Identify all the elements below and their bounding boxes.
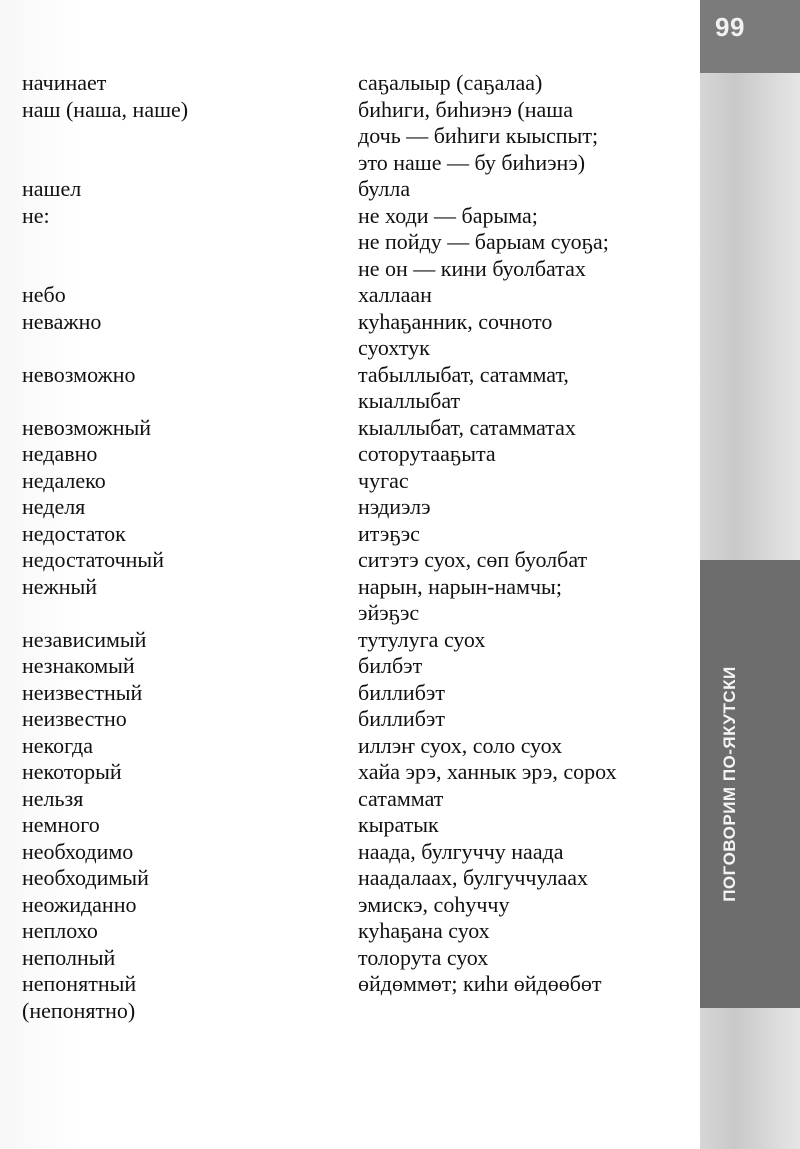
translation-line: не он — кини буолбатах <box>358 255 586 281</box>
entry-term: нельзя <box>22 785 84 811</box>
entry <box>0 786 680 813</box>
entry-translation <box>358 70 670 97</box>
translation-line: нэдиэлэ <box>358 494 431 519</box>
entry <box>0 415 680 442</box>
entry-term: невозможный <box>22 414 152 440</box>
translation-line: куhаҕана суох <box>358 918 490 943</box>
entry <box>0 706 680 733</box>
translation-line: кыаллыбат, сатамматах <box>358 414 576 440</box>
entry-translation <box>358 494 670 521</box>
entry-translation <box>358 574 670 627</box>
translation-line: эмискэ, соhуччу <box>358 891 510 917</box>
translation-line: табыллыбат, сатаммат, <box>358 361 569 387</box>
translation-line: нарын, нарын-намчы; <box>358 573 562 599</box>
entry-term: некогда <box>22 732 93 758</box>
entry <box>0 733 680 760</box>
entry-translation <box>358 653 670 680</box>
translation-line: суохтук <box>358 335 430 360</box>
entry-translation <box>358 812 670 839</box>
entry-translation <box>358 521 670 548</box>
translation-line: дочь — биhиги кыыспыт; <box>358 123 599 148</box>
entry <box>0 812 680 839</box>
translation-line: итэҕэс <box>358 520 420 546</box>
entry-translation <box>358 441 670 468</box>
entry <box>0 998 680 1025</box>
entry-translation <box>358 203 670 283</box>
entry-term: независимый <box>22 626 147 652</box>
translation-line: это наше — бу биhиэнэ) <box>358 149 586 175</box>
entry-translation <box>358 945 670 972</box>
entry <box>0 574 680 627</box>
entry-translation <box>358 839 670 866</box>
translation-line: не пойду — барыам суоҕа; <box>358 229 609 254</box>
translation-line: билбэт <box>358 653 423 678</box>
entry-translation <box>358 176 670 203</box>
translation-line: кыаллыбат <box>358 388 461 413</box>
translation-line: ситэтэ суох, сөп буолбат <box>358 547 588 572</box>
translation-line: иллэҥ суох, соло суох <box>358 732 563 758</box>
entry <box>0 203 680 283</box>
entry-translation <box>358 706 670 733</box>
entry-term: нежный <box>22 573 98 599</box>
entry <box>0 521 680 548</box>
entry-translation <box>358 468 670 495</box>
entry <box>0 680 680 707</box>
section-title: ПОГОВОРИМ ПО-ЯКУТСКИ <box>720 666 739 902</box>
entry-term: невозможно <box>22 361 136 387</box>
translation-line: не ходи — барыма; <box>358 202 538 228</box>
translation-line: соторутааҕыта <box>358 441 496 466</box>
entry-translation <box>358 759 670 786</box>
entry <box>0 627 680 654</box>
entry <box>0 759 680 786</box>
entry-term: небо <box>22 282 66 307</box>
entry <box>0 441 680 468</box>
entry <box>0 653 680 680</box>
translation-line: наадалаах, булгуччулаах <box>358 865 589 890</box>
translation-line: тутулуга суох <box>358 626 486 652</box>
translation-line: биhиги, биhиэнэ (наша <box>358 96 574 122</box>
entry-translation <box>358 97 670 177</box>
entry-term: незнакомый <box>22 653 135 678</box>
entry <box>0 362 680 415</box>
translation-line: наада, булгуччу наада <box>358 838 564 864</box>
entry-term: необходимо <box>22 838 134 864</box>
entry <box>0 309 680 362</box>
entry-translation <box>358 680 670 707</box>
entry <box>0 547 680 574</box>
entry-term: неплохо <box>22 918 98 943</box>
dictionary-entries <box>0 70 680 1024</box>
entry-translation <box>358 282 670 309</box>
translation-line: толорута суох <box>358 944 489 970</box>
entry-term: необходимый <box>22 865 149 890</box>
entry-translation <box>358 309 670 362</box>
entry <box>0 468 680 495</box>
entry <box>0 494 680 521</box>
translation-line: сатаммат <box>358 785 444 811</box>
entry-translation <box>358 971 670 998</box>
entry-term: некоторый <box>22 759 122 784</box>
translation-line: хайа эрэ, ханнык эрэ, сорох <box>358 759 617 784</box>
translation-line: биллибэт <box>358 679 445 705</box>
entry-translation <box>358 918 670 945</box>
translation-line: кыратык <box>358 812 439 837</box>
entry-term: недостаток <box>22 520 126 546</box>
entry-term: немного <box>22 812 100 837</box>
entry-term: неважно <box>22 308 102 334</box>
entry-term: наш (наша, наше) <box>22 96 189 122</box>
entry-term: неожиданно <box>22 891 137 917</box>
entry <box>0 282 680 309</box>
translation-line: халлаан <box>358 282 432 307</box>
entry-term: (непонятно) <box>22 997 136 1023</box>
entry-translation <box>358 627 670 654</box>
entry <box>0 97 680 177</box>
translation-line: куhаҕанник, сочното <box>358 308 553 334</box>
entry <box>0 839 680 866</box>
entry-translation <box>358 362 670 415</box>
entry-term: начинает <box>22 70 107 95</box>
entry-term: недалеко <box>22 467 106 493</box>
entry <box>0 945 680 972</box>
entry-term: неизвестно <box>22 706 127 731</box>
entry-term: непонятный <box>22 971 137 996</box>
translation-line: чугас <box>358 467 409 493</box>
translation-line: биллибэт <box>358 706 445 731</box>
entry-translation <box>358 786 670 813</box>
entry-term: недостаточный <box>22 547 164 572</box>
entry-translation <box>358 892 670 919</box>
section-title-container <box>700 560 760 1008</box>
entry-term: недавно <box>22 441 98 466</box>
entry <box>0 865 680 892</box>
entry-term: нашел <box>22 176 82 201</box>
entry-translation <box>358 547 670 574</box>
entry <box>0 918 680 945</box>
entry <box>0 892 680 919</box>
translation-line: эйэҕэс <box>358 600 420 625</box>
entry-term: неделя <box>22 494 86 519</box>
entry-translation <box>358 733 670 760</box>
entry-term: неизвестный <box>22 679 143 705</box>
page-number: 99 <box>715 12 745 42</box>
entry-translation <box>358 865 670 892</box>
entry <box>0 70 680 97</box>
translation-line: өйдөммөт; киhи өйдөөбөт <box>358 971 602 996</box>
entry-term: неполный <box>22 944 116 970</box>
translation-line: саҕалыыр (саҕалаа) <box>358 70 543 95</box>
entry <box>0 176 680 203</box>
translation-line: булла <box>358 176 411 201</box>
entry-term: не: <box>22 202 50 228</box>
entry <box>0 971 680 998</box>
entry-translation <box>358 415 670 442</box>
